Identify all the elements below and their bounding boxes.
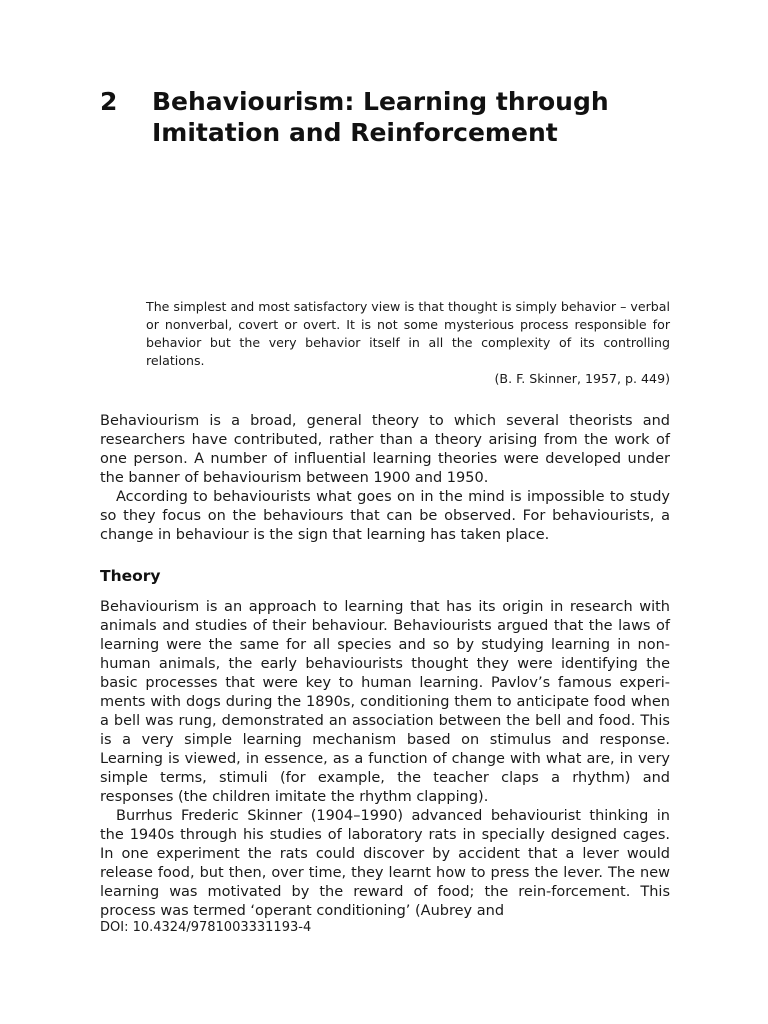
- doi-footer: DOI: 10.4324/9781003331193-4: [100, 920, 312, 935]
- epigraph-quote: The simplest and most satisfactory view is that thought is simply behavior – verbal or nonverbal, covert or overt. It is not some mysterious process responsible for behavior but the very behavior itself in all the complexity of its controlling relations.: [146, 299, 670, 368]
- paragraph: According to behaviourists what goes on in the mind is impossible to study so they focus on the behaviours that can be observed. For behaviourists, a change in behaviour is the sign that learning has taken place.: [100, 489, 670, 543]
- section-heading: Theory: [100, 567, 161, 585]
- chapter-title: Behaviourism: Learning through Imitation and Reinforcement: [152, 87, 609, 147]
- paragraph: Behaviourism is a broad, general theory to which several theorists and researchers have contributed, rather than a theory arising from the work of one person. A number of influential learning theories were developed under the banner of behaviourism between 1900 and 1950.: [100, 413, 670, 486]
- theory-section: [100, 598, 670, 921]
- chapter-number: 2: [100, 87, 118, 116]
- epigraph-citation: (B. F. Skinner, 1957, p. 449): [494, 371, 670, 386]
- paragraph: Behaviourism is an approach to learning that has its origin in research with animals and studies of their behaviour. Behaviourists argued that the laws of learning were the same for all species and so by studying learning in non-human animals, the early behaviourists thought they were identifying the basic processes that were key to human learning. Pavlov’s famous experi-ments with dogs during the 1890s, conditioning them to anticipate food when a bell was rung, demonstrated an association between the bell and food. This is a very simple learning mechanism based on stimulus and response. Learning is viewed, in essence, as a function of change with what are, in very simple terms, stimuli (for example, the teacher claps a rhythm) and responses (the children imitate the rhythm clapping).: [100, 599, 670, 805]
- epigraph: [146, 298, 670, 388]
- paragraph: Burrhus Frederic Skinner (1904–1990) advanced behaviourist thinking in the 1940s through his studies of laboratory rats in specially designed cages. In one experiment the rats could discover by accident that a lever would release food, but then, over time, they learnt how to press the lever. The new learning was motivated by the reward of food; the rein-forcement. This process was termed ‘operant conditioning’ (Aubrey and: [100, 808, 670, 919]
- intro-section: [100, 412, 670, 545]
